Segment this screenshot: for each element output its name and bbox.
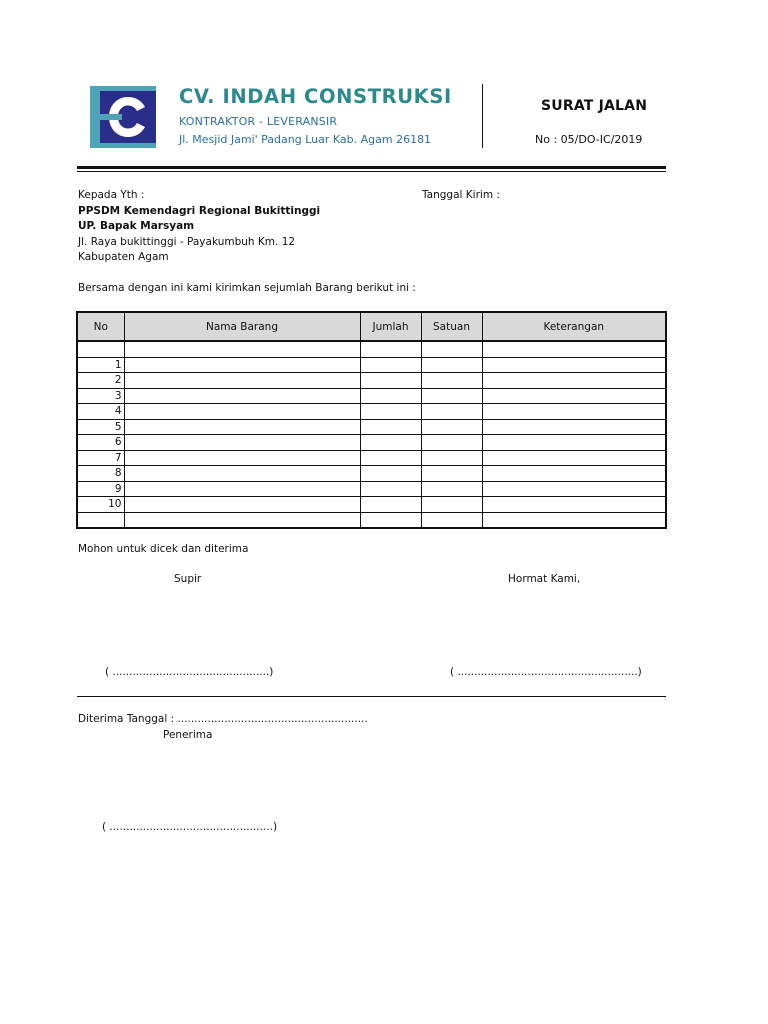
cell-no: 9	[77, 481, 124, 497]
table-row	[77, 466, 666, 482]
header-rule-thin	[77, 171, 666, 172]
check-note: Mohon untuk dicek dan diterima	[78, 543, 249, 555]
cell-keterangan	[482, 450, 666, 466]
cell-no: 4	[77, 404, 124, 420]
cell-jumlah	[360, 497, 421, 513]
cell-jumlah	[360, 388, 421, 404]
kepada-label: Kepada Yth :	[78, 189, 145, 201]
cell-nama-barang	[124, 497, 360, 513]
cell-nama-barang	[124, 481, 360, 497]
cell-no: 5	[77, 419, 124, 435]
cell-no: 2	[77, 373, 124, 389]
recipient-attention: UP. Bapak Marsyam	[78, 220, 195, 232]
hormat-kami-label: Hormat Kami,	[508, 573, 581, 585]
cell-keterangan	[482, 373, 666, 389]
cell-nama-barang	[124, 419, 360, 435]
company-address: Jl. Mesjid Jami' Padang Luar Kab. Agam 26181	[179, 133, 432, 146]
table-row	[77, 388, 666, 404]
cell-satuan	[421, 481, 482, 497]
cell-keterangan	[482, 341, 666, 357]
cell-no: 8	[77, 466, 124, 482]
cell-jumlah	[360, 481, 421, 497]
supir-signature-line: ( ...............................................)	[105, 666, 274, 678]
cell-jumlah	[360, 373, 421, 389]
cell-nama-barang	[124, 450, 360, 466]
cell-satuan	[421, 497, 482, 513]
table-row	[77, 357, 666, 373]
column-header-keterangan: Keterangan	[482, 312, 666, 341]
cell-nama-barang	[124, 373, 360, 389]
cell-nama-barang	[124, 466, 360, 482]
cell-nama-barang	[124, 388, 360, 404]
company-tagline: KONTRAKTOR - LEVERANSIR	[179, 115, 338, 128]
table-row	[77, 373, 666, 389]
cell-satuan	[421, 357, 482, 373]
cell-jumlah	[360, 466, 421, 482]
document-number: No : 05/DO-IC/2019	[535, 133, 643, 146]
cell-satuan	[421, 435, 482, 451]
tanggal-kirim-label: Tanggal Kirim :	[422, 189, 500, 201]
items-table	[76, 311, 667, 529]
cell-keterangan	[482, 435, 666, 451]
table-row	[77, 419, 666, 435]
company-name: CV. INDAH CONSTRUKSI	[179, 85, 452, 108]
cell-jumlah	[360, 435, 421, 451]
company-logo-icon	[90, 86, 156, 148]
cell-no: 6	[77, 435, 124, 451]
hormat-signature-line: ( ......................................................)	[450, 666, 642, 678]
cell-keterangan	[482, 419, 666, 435]
intro-text: Bersama dengan ini kami kirimkan sejumlah Barang berikut ini :	[78, 282, 416, 294]
cell-jumlah	[360, 450, 421, 466]
cell-nama-barang	[124, 341, 360, 357]
supir-label: Supir	[174, 573, 202, 585]
cell-no	[77, 341, 124, 357]
cell-satuan	[421, 512, 482, 528]
diterima-tanggal-line: Diterima Tanggal : .........................................................	[78, 713, 368, 725]
table-row	[77, 404, 666, 420]
table-row	[77, 435, 666, 451]
cell-satuan	[421, 388, 482, 404]
column-header-nama-barang: Nama Barang	[124, 312, 360, 341]
cell-no: 7	[77, 450, 124, 466]
cell-satuan	[421, 419, 482, 435]
table-row	[77, 341, 666, 357]
table-row	[77, 481, 666, 497]
table-row	[77, 450, 666, 466]
cell-satuan	[421, 450, 482, 466]
cell-jumlah	[360, 357, 421, 373]
cell-keterangan	[482, 481, 666, 497]
cell-keterangan	[482, 466, 666, 482]
header-rule-thick	[77, 166, 666, 169]
cell-jumlah	[360, 404, 421, 420]
table-row	[77, 497, 666, 513]
cell-jumlah	[360, 512, 421, 528]
cell-keterangan	[482, 388, 666, 404]
column-header-no: No	[77, 312, 124, 341]
cell-no: 3	[77, 388, 124, 404]
cell-jumlah	[360, 419, 421, 435]
penerima-signature-line: ( .................................................)	[102, 821, 278, 833]
cell-nama-barang	[124, 404, 360, 420]
cell-satuan	[421, 466, 482, 482]
column-header-jumlah: Jumlah	[360, 312, 421, 341]
cell-satuan	[421, 341, 482, 357]
penerima-label: Penerima	[163, 729, 213, 741]
cell-no	[77, 512, 124, 528]
cell-nama-barang	[124, 435, 360, 451]
cell-keterangan	[482, 404, 666, 420]
recipient-region: Kabupaten Agam	[78, 251, 169, 263]
document-title: SURAT JALAN	[541, 98, 648, 114]
table-row	[77, 512, 666, 528]
cell-keterangan	[482, 512, 666, 528]
cell-jumlah	[360, 341, 421, 357]
cell-nama-barang	[124, 357, 360, 373]
cell-no: 1	[77, 357, 124, 373]
recipient-address: Jl. Raya bukittinggi - Payakumbuh Km. 12	[78, 236, 296, 248]
table-header-row	[77, 312, 666, 341]
header-divider	[482, 84, 483, 148]
cell-satuan	[421, 373, 482, 389]
recipient-name: PPSDM Kemendagri Regional Bukittinggi	[78, 205, 321, 217]
cell-keterangan	[482, 357, 666, 373]
cell-satuan	[421, 404, 482, 420]
cell-no: 10	[77, 497, 124, 513]
cell-keterangan	[482, 497, 666, 513]
cell-nama-barang	[124, 512, 360, 528]
column-header-satuan: Satuan	[421, 312, 482, 341]
footer-divider	[77, 696, 666, 697]
